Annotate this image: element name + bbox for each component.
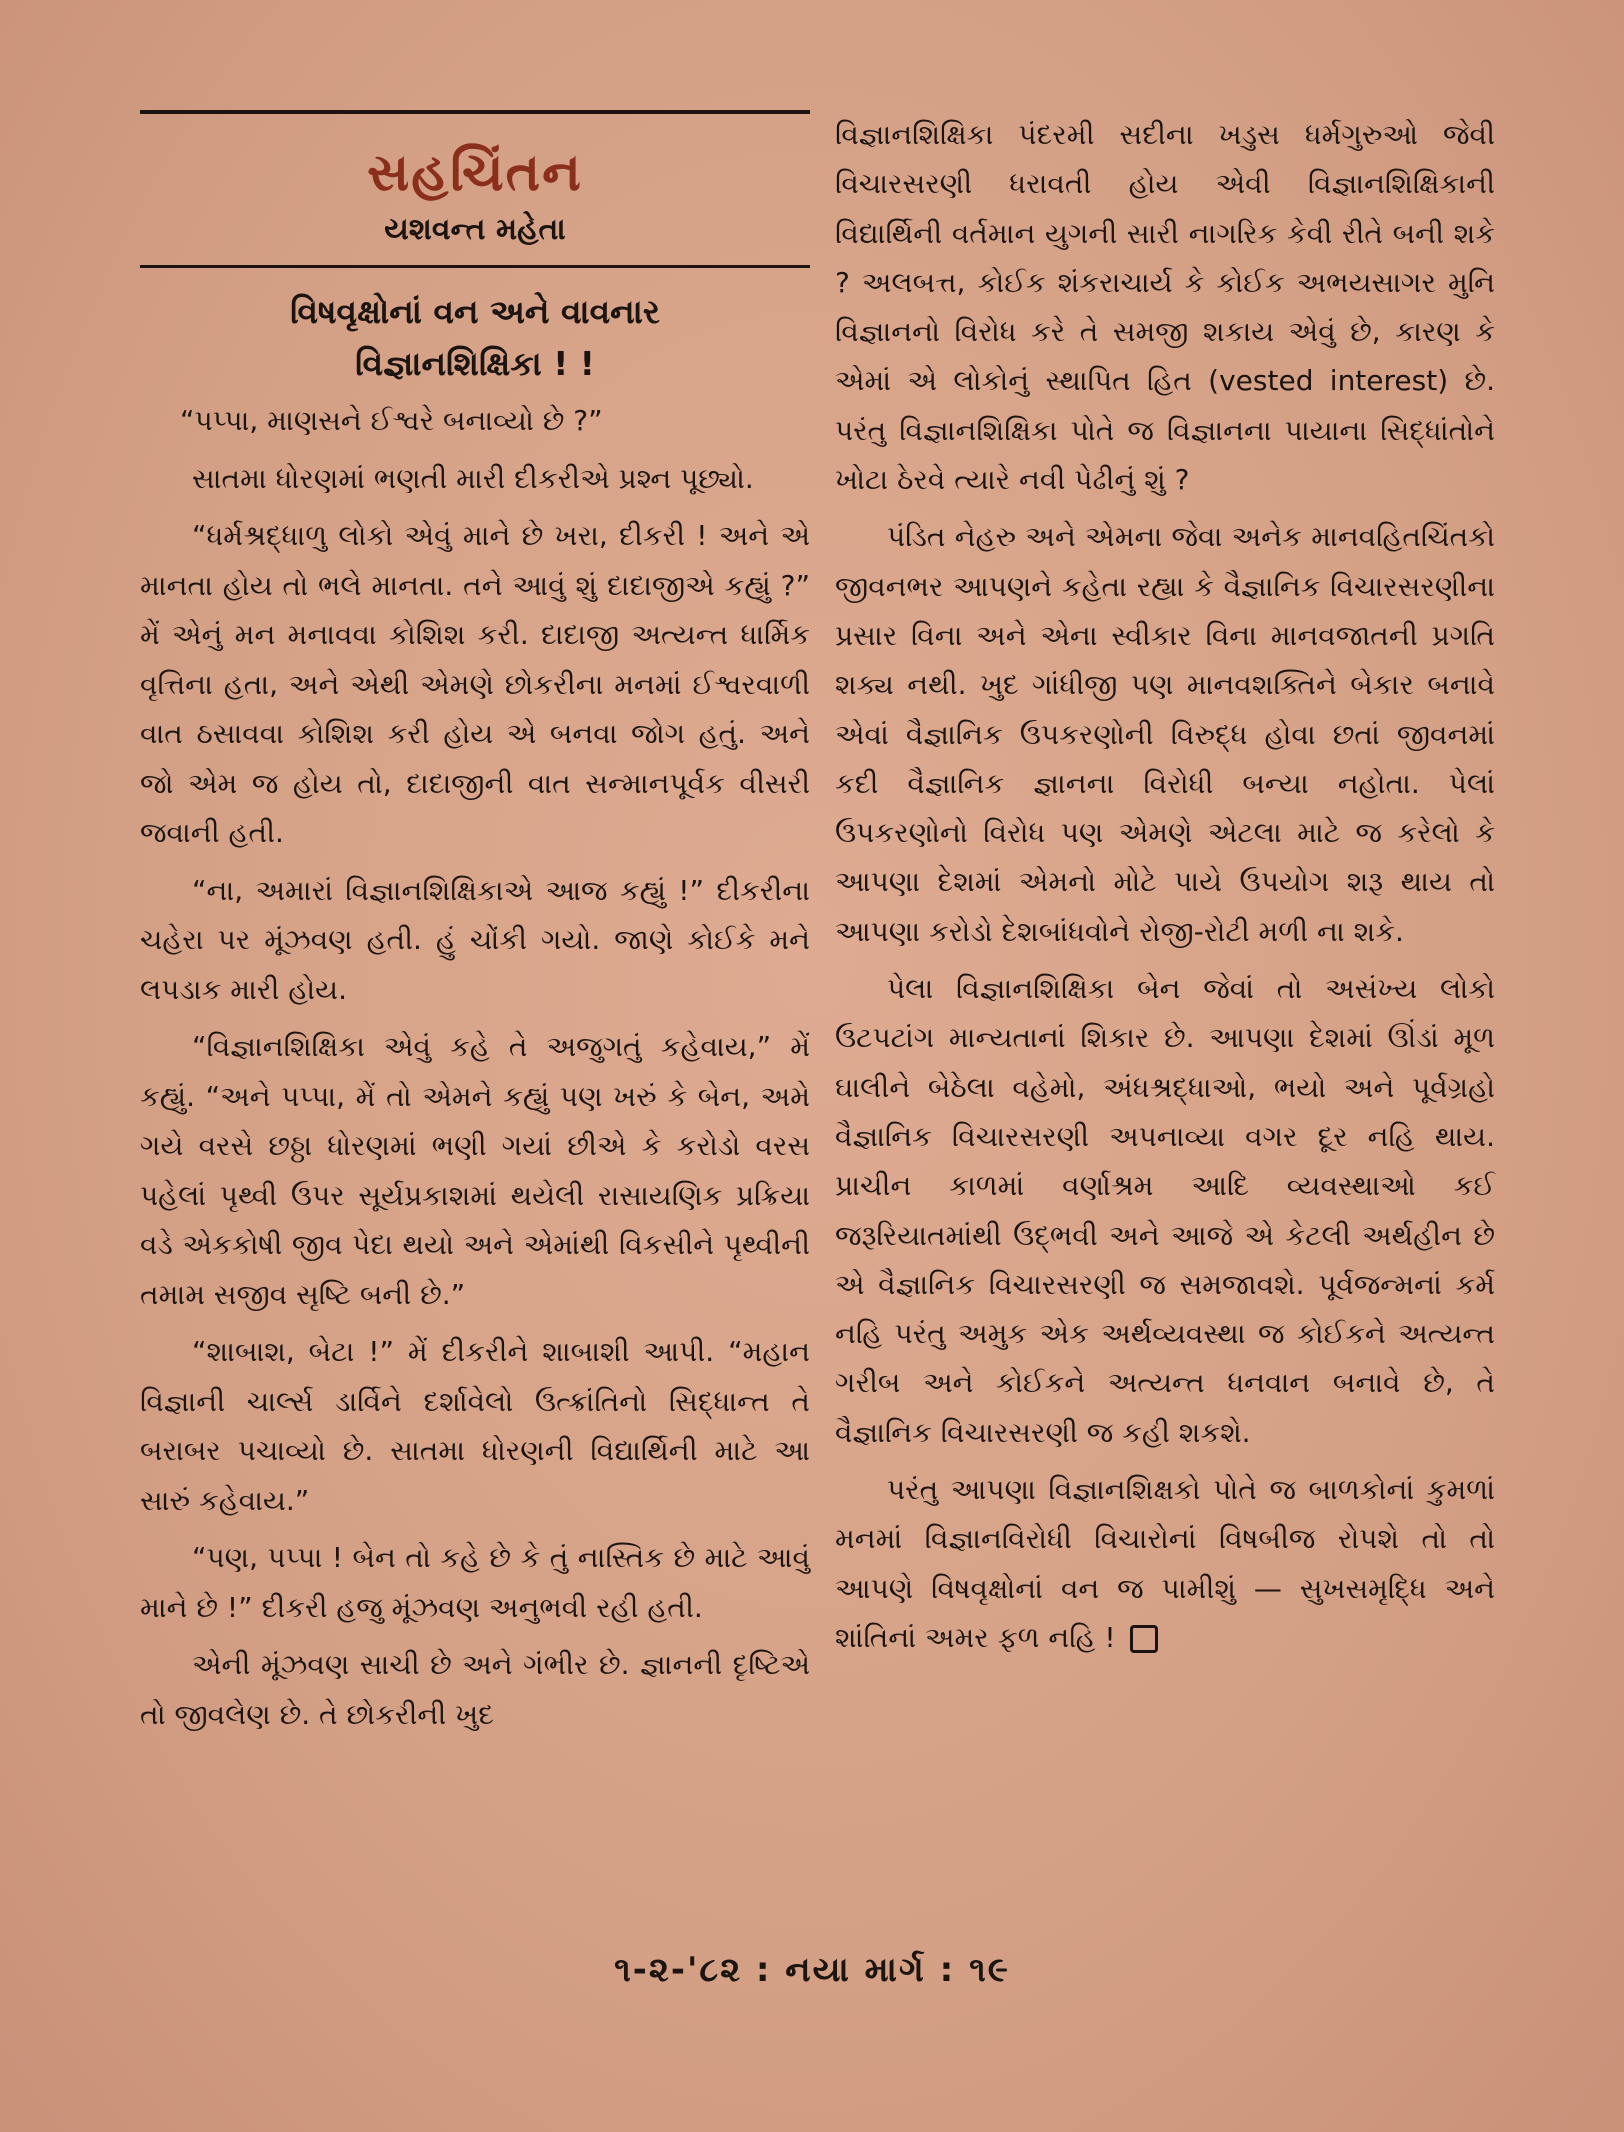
paragraph: પેલા વિજ્ઞાનશિક્ષિકા બેન જેવાં તો અસંખ્ય લોકો ઉટપટાંગ માન્યતાનાં શિકાર છે. આપણા દેશમાં ઊંડાં મૂળ ઘાલીને બેઠેલા વહેમો, અંધશ્રદ્ધાઓ, ભયો અને પૂર્વગ્રહો વૈજ્ઞાનિક વિચારસરણી અપનાવ્યા વગર દૂર નહિ થાય. પ્રાચીન કાળમાં વર્ણાશ્રમ આદિ વ્યવસ્થાઓ કઈ જરૂરિયાતમાંથી ઉદ્ભવી અને આજે એ કેટલી અર્થહીન છે એ વૈજ્ઞાનિક વિચારસરણી જ સમજાવશે. પૂર્વજન્મનાં કર્મ નહિ પરંતુ અમુક એક અર્થવ્યવસ્થા જ કોઈકને અત્યન્ત ગરીબ અને કોઈકને અત્યન્ત ધનવાન બનાવે છે, તે વૈજ્ઞાનિક વિચારસરણી જ કહી શકશે. (835, 972, 1495, 1449)
paragraph: “ધર્મશ્રદ્ધાળુ લોકો એવું માને છે ખરા, દીકરી ! અને એ માનતા હોય તો ભલે માનતા. તને આવું શું દાદાજીએ કહ્યું ?” મેં એનું મન મનાવવા કોશિશ કરી. દાદાજી અત્યન્ત ધાર્મિક વૃત્તિના હતા, અને એથી એમણે છોકરીના મનમાં ઈશ્વરવાળી વાત ઠસાવવા કોશિશ કરી હોય એ બનવા જોગ હતું. અને જો એમ જ હોય તો, દાદાજીની વાત સન્માનપૂર્વક વીસરી જવાની હતી. (140, 519, 810, 849)
paragraph: પંડિત નેહરુ અને એમના જેવા અનેક માનવહિતચિંતકો જીવનભર આપણને કહેતા રહ્યા કે વૈજ્ઞાનિક વિચારસરણીના પ્રસાર વિના અને એના સ્વીકાર વિના માનવજાતની પ્રગતિ શક્ય નથી. ખુદ ગાંધીજી પણ માનવશક્તિને બેકાર બનાવે એવાં વૈજ્ઞાનિક ઉપકરણોની વિરુદ્ધ હોવા છતાં જીવનમાં કદી વૈજ્ઞાનિક જ્ઞાનના વિરોધી બન્યા નહોતા. પેલાં ઉપકરણોનો વિરોધ પણ એમણે એટલા માટે જ કરેલો કે આપણા દેશમાં એમનો મોટે પાયે ઉપયોગ શરૂ થાય તો આપણા કરોડો દેશબાંધવોને રોજી-રોટી મળી ના શકે. (835, 520, 1495, 948)
left-column (140, 110, 810, 1747)
paragraph: સાતમા ધોરણમાં ભણતી મારી દીકરીએ પ્રશ્ન પૂછ્યો. (192, 461, 754, 495)
article-heading-line2: વિજ્ઞાનશિક્ષિકા ! ! (355, 344, 595, 383)
article-heading-line1: વિષવૃક્ષોનાં વન અને વાવનાર (290, 292, 660, 331)
author-name: યશવન્ત મહેતા (384, 212, 566, 247)
paragraph: એની મૂંઝવણ સાચી છે અને ગંભીર છે. જ્ઞાનની દૃષ્ટિએ તો જીવલેણ છે. તે છોકરીની ખુદ (140, 1648, 810, 1731)
paragraph: “શાબાશ, બેટા !” મેં દીકરીને શાબાશી આપી. “મહાન વિજ્ઞાની ચાર્લ્સ ડાર્વિને દર્શાવેલો ઉત્ક્રાંતિનો સિદ્ધાન્ત તે બરાબર પચાવ્યો છે. સાતમા ધોરણની વિદ્યાર્થિની માટે આ સારું કહેવાય.” (140, 1335, 810, 1517)
paragraph: “પણ, પપ્પા ! બેન તો કહે છે કે તું નાસ્તિક છે માટે આવું માને છે !” દીકરી હજુ મૂંઝવણ અનુભવી રહી હતી. (140, 1541, 810, 1624)
paragraph: “વિજ્ઞાનશિક્ષિકા એવું કહે તે અજુગતું કહેવાય,” મેં કહ્યું. “અને પપ્પા, મેં તો એમને કહ્યું પણ ખરું કે બેન, અમે ગયે વરસે છઠ્ઠા ધોરણમાં ભણી ગયાં છીએ કે કરોડો વરસ પહેલાં પૃથ્વી ઉપર સૂર્યપ્રકાશમાં થયેલી રાસાયણિક પ્રક્રિયા વડે એકકોષી જીવ પેદા થયો અને એમાંથી વિકસીને પૃથ્વીની તમામ સજીવ સૃષ્ટિ બની છે.” (140, 1030, 810, 1311)
page-footer: ૧-૨-'૮૨ : નયા માર્ગ : ૧૯ (614, 1950, 1010, 1990)
title-rule (140, 265, 810, 268)
paragraph: વિજ્ઞાનશિક્ષિકા પંદરમી સદીના ખડુસ ધર્મગુરુઓ જેવી વિચારસરણી ધરાવતી હોય એવી વિજ્ઞાનશિક્ષિકાની વિદ્યાર્થિની વર્તમાન યુગની સારી નાગરિક કેવી રીતે બની શકે ? અલબત્ત, કોઈક શંકરાચાર્ય કે કોઈક અભયસાગર મુનિ વિજ્ઞાનનો વિરોધ કરે તે સમજી શકાય એવું છે, કારણ કે એમાં એ લોકોનું સ્થાપિત હિત (vested interest) છે. પરંતુ વિજ્ઞાનશિક્ષિકા પોતે જ વિજ્ઞાનના પાયાના સિદ્ધાંતોને ખોટા ઠેરવે ત્યારે નવી પેઢીનું શું ? (835, 118, 1495, 497)
closing-paragraph (835, 1465, 1495, 1662)
end-mark-icon (1130, 1625, 1158, 1653)
paragraph: “ના, અમારાં વિજ્ઞાનશિક્ષિકાએ આજ કહ્યું !” દીકરીના ચહેરા પર મૂંઝવણ હતી. હું ચોંકી ગયો. જાણે કોઈકે મને લપડાક મારી હોય. (140, 873, 810, 1006)
closing-text: પરંતુ આપણા વિજ્ઞાનશિક્ષકો પોતે જ બાળકોનાં કુમળાં મનમાં વિજ્ઞાનવિરોધી વિચારોનાં વિષબીજ રોપશે તો તો આપણે વિષવૃક્ષોનાં વન જ પામીશું — સુખસમૃદ્ધિ અને શાંતિનાં અમર ફળ નહિ ! (835, 1473, 1495, 1654)
right-column (835, 110, 1495, 1670)
column-title: સહચિંતન (367, 142, 583, 203)
paragraph: “પપ્પા, માણસને ઈશ્વરે બનાવ્યો છે ?” (180, 404, 603, 437)
article-heading (140, 286, 810, 390)
top-rule (140, 110, 810, 114)
